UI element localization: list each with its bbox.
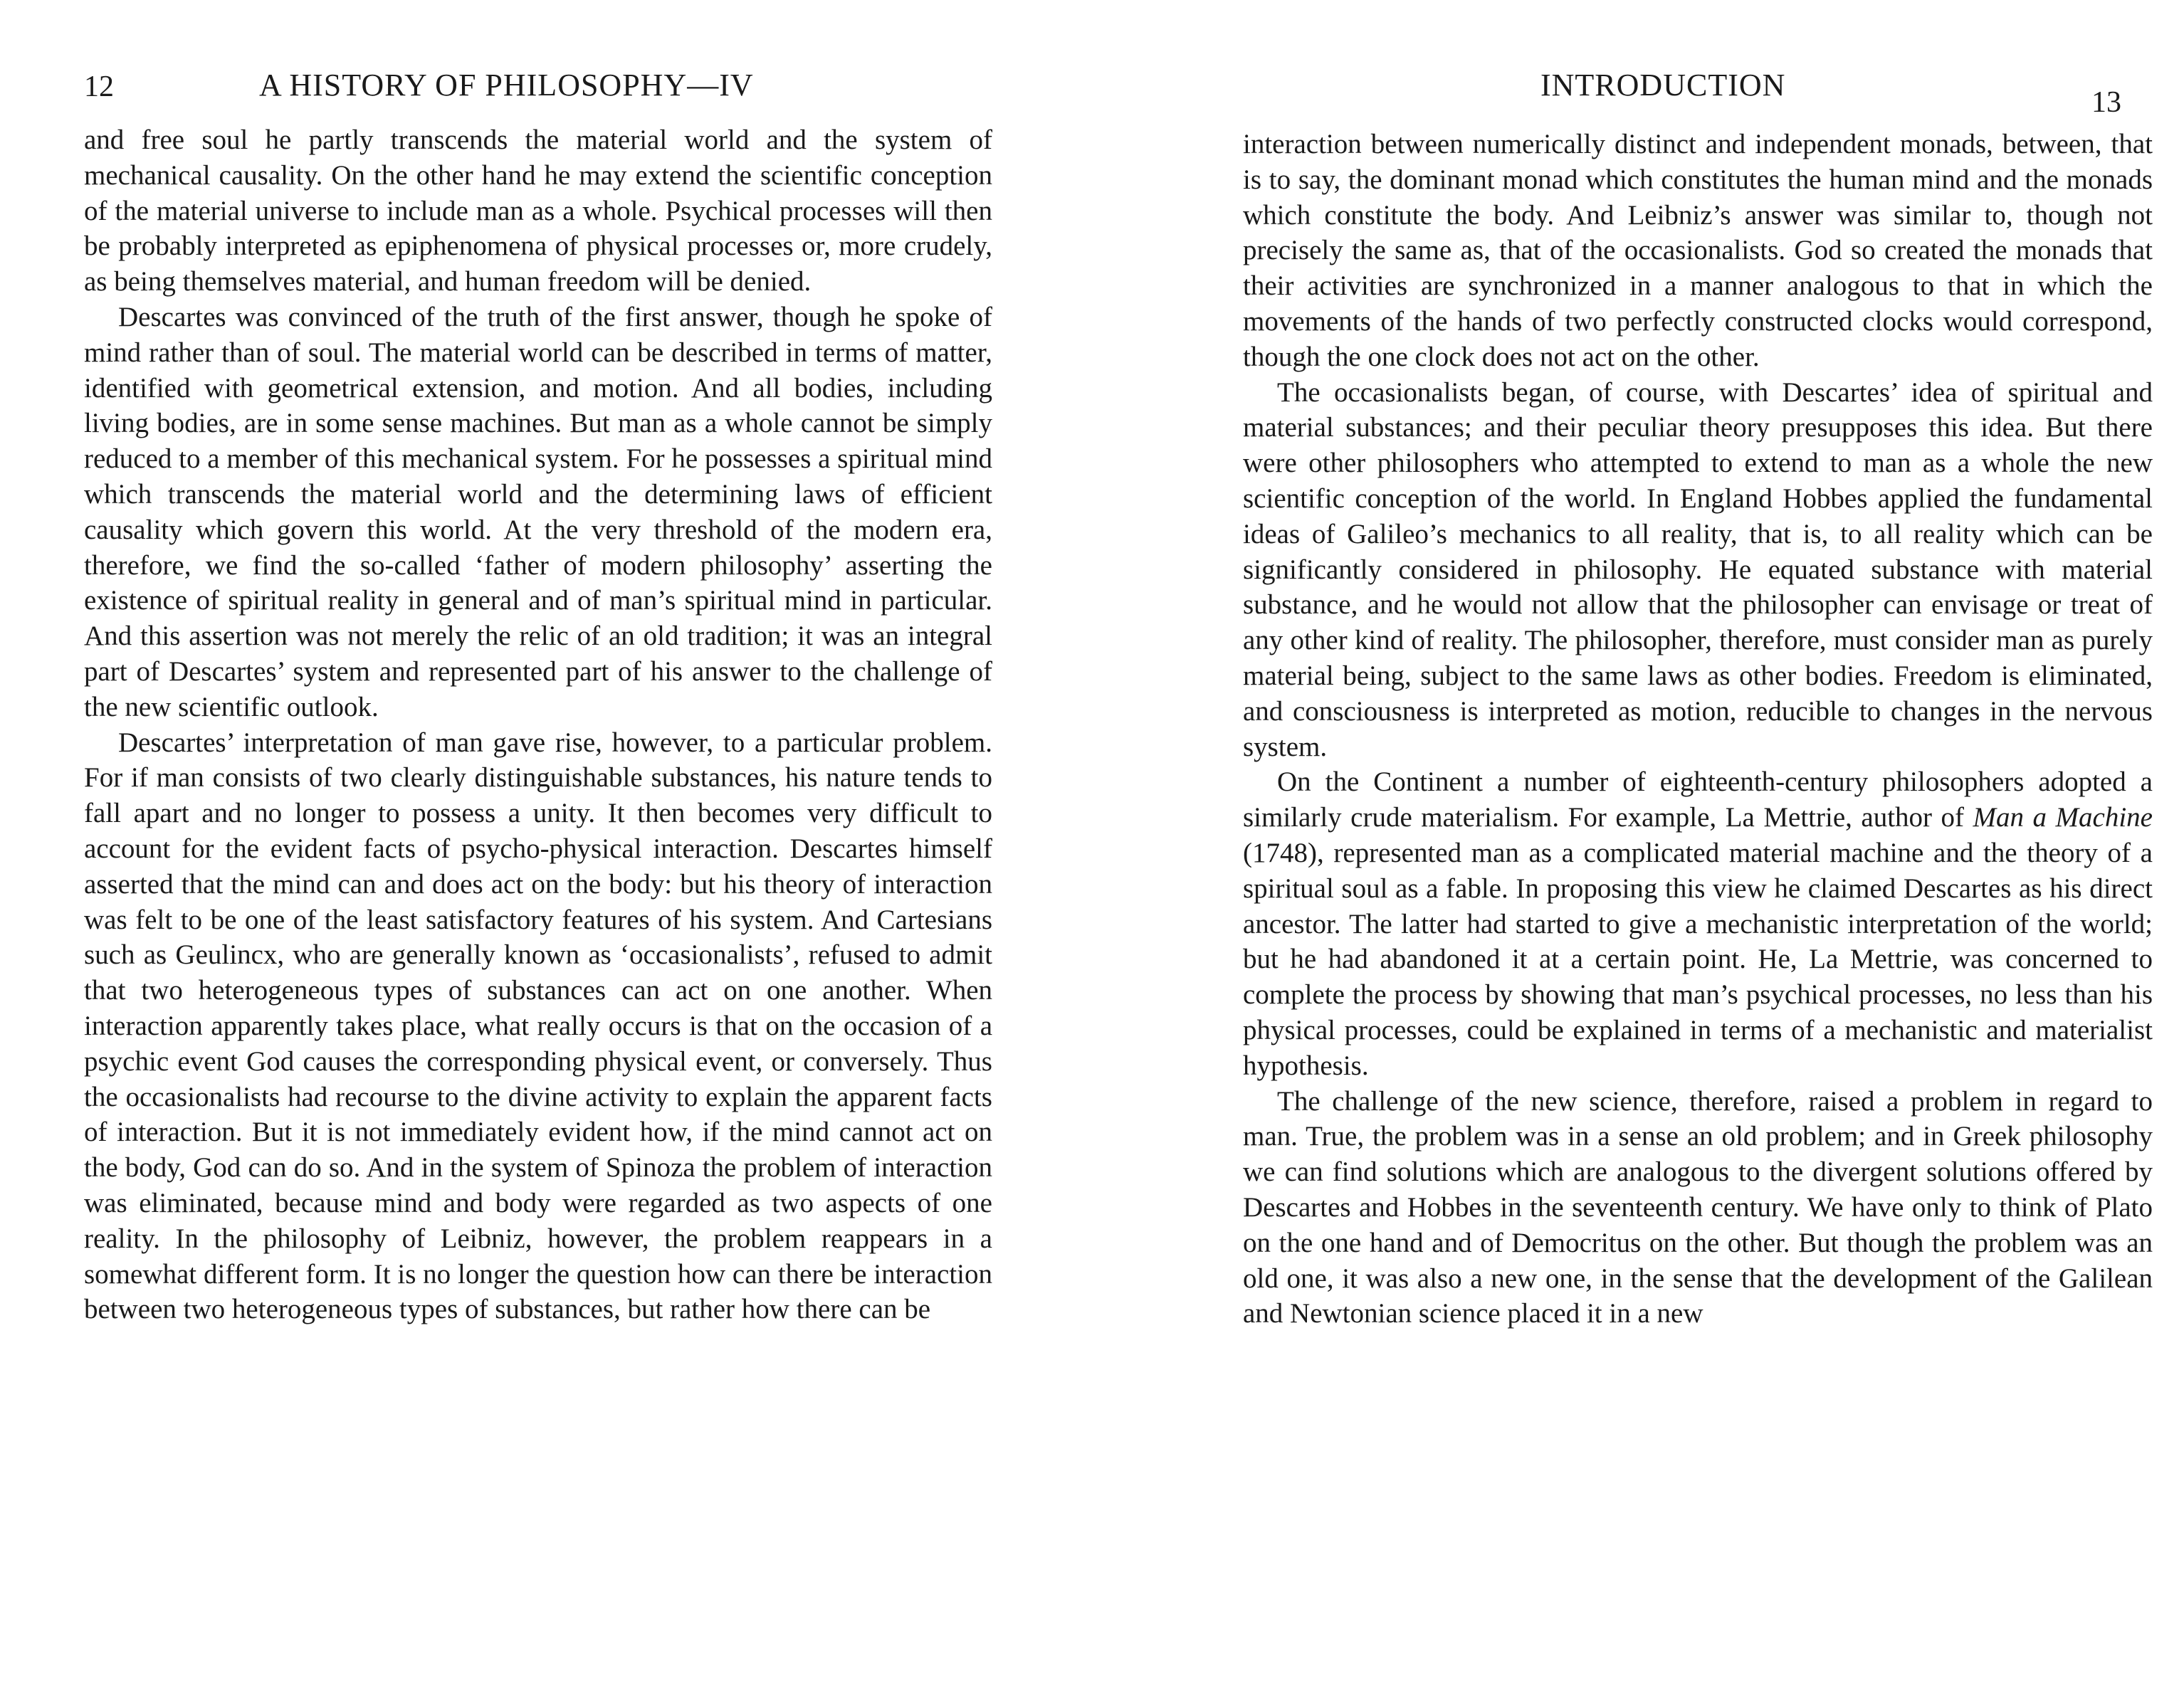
body-text	[84, 122, 992, 1327]
paragraph: The occasionalists began, of course, with Descartes’ idea of spiritual and material substances; and their peculiar theory presupposes this idea. But there were other philosophers who attempted to extend to man as a whole the new scientific conception of the world. In England Hobbes applied the fundamental ideas of Galileo’s mechanics to all reality, that is, to all reality which can be significantly considered in philosophy. He equated substance with material substance, and he would not allow that the philosopher can envisage or treat of any other kind of reality. The philosopher, therefore, must consider man as purely material being, subject to the same laws as other bodies. Freedom is eliminated, and consciousness is interpreted as motion, reducible to changes in the nervous system.	[1243, 376, 2153, 762]
paragraph-text: On the Continent a number of eighteenth-century philosophers adopted a similarly crude materialism. For example, La Mettrie, author of	[1243, 766, 2153, 833]
book-title: Man a Machine	[1973, 802, 2153, 833]
page-number: 12	[84, 70, 114, 103]
running-head: A HISTORY OF PHILOSOPHY—IV	[259, 68, 754, 102]
paragraph: Descartes’ interpretation of man gave rise, however, to a particular problem. For if man consists of two clearly distinguishable substances, his nature tends to fall apart and no longer to possess a unity. It then becomes very difficult to account for the evident facts of psycho-physical interaction. Descartes himself asserted that the mind can and does act on the body: but his theory of interaction was felt to be one of the least satisfactory features of his system. And Cartesians such as Geulincx, who are generally known as ‘occasionalists’, refused to admit that two heterogeneous types of substances can act on one another. When interaction apparently takes place, what really occurs is that on the occasion of a psychic event God causes the corresponding physical event, or conversely. Thus the occasionalists had recourse to the divine activity to explain the apparent facts of interaction. But it is not immediately evident how, if the mind cannot act on the body, God can do so. And in the system of Spinoza the problem of interaction was eliminated, because mind and body were regarded as two aspects of one reality. In the philosophy of Leibniz, however, the problem reappears in a somewhat different form. It is no longer the question how can there be interaction between two heterogeneous types of substances, but rather how there can be	[84, 727, 992, 1325]
paragraph	[1243, 764, 2153, 1083]
body-text	[1243, 127, 2153, 1332]
paragraph-text: (1748), represented man as a complicated material machine and the theory of a spiritual soul as a fable. In proposing this view he claimed Descartes as his direct ancestor. The latter had started to give a mechanistic interpretation of the world; but he had abandoned it at a certain point. He, La Mettrie, was concerned to complete the process by showing that man’s psychical processes, no less than his physical processes, could be explained in terms of a mechanistic and materialist hypothesis.	[1243, 837, 2153, 1081]
running-head: INTRODUCTION	[1540, 68, 1786, 102]
paragraph: Descartes was convinced of the truth of the first answer, though he spoke of mind rather than of soul. The material world can be described in terms of matter, identified with geometrical extension, and motion. And all bodies, including living bodies, are in some sense machines. But man as a whole cannot be simply reduced to a member of this mechanical system. For he possesses a spiritual mind which transcends the material world and the determining laws of efficient causality which govern this world. At the very threshold of the modern era, therefore, we find the so-called ‘father of modern philosophy’ asserting the existence of spiritual reality in general and of man’s spiritual mind in particular. And this assertion was not merely the relic of an old tradition; it was an integral part of Descartes’ system and represented part of his answer to the challenge of the new scientific outlook.	[84, 301, 992, 722]
paragraph: The challenge of the new science, therefore, raised a problem in regard to man. True, the problem was in a sense an old problem; and in Greek philosophy we can find solutions which are analogous to the divergent solutions offered by Descartes and Hobbes in the seventeenth century. We have only to think of Plato on the one hand and of Democritus on the other. But though the problem was an old one, it was also a new one, in the sense that the development of the Galilean and Newtonian science placed it in a new	[1243, 1085, 2153, 1329]
paragraph: and free soul he partly transcends the material world and the system of mechanical causality. On the other hand he may extend the scientific conception of the material universe to include man as a whole. Psychical processes will then be probably interpreted as epiphenomena of physical processes or, more crudely, as being themselves material, and human freedom will be denied.	[84, 125, 992, 297]
page-number: 13	[2091, 86, 2121, 119]
paragraph: interaction between numerically distinct and independent monads, between, that is to say, the dominant monad which constitutes the human mind and the monads which constitute the body. And Leibniz’s answer was similar to, though not precisely the same as, that of the occasionalists. God so created the monads that their activities are synchronized in a manner analogous to that in which the movements of the hands of two perfectly constructed clocks would correspond, though the one clock does not act on the other.	[1243, 129, 2153, 372]
right-page	[1092, 0, 2184, 1681]
